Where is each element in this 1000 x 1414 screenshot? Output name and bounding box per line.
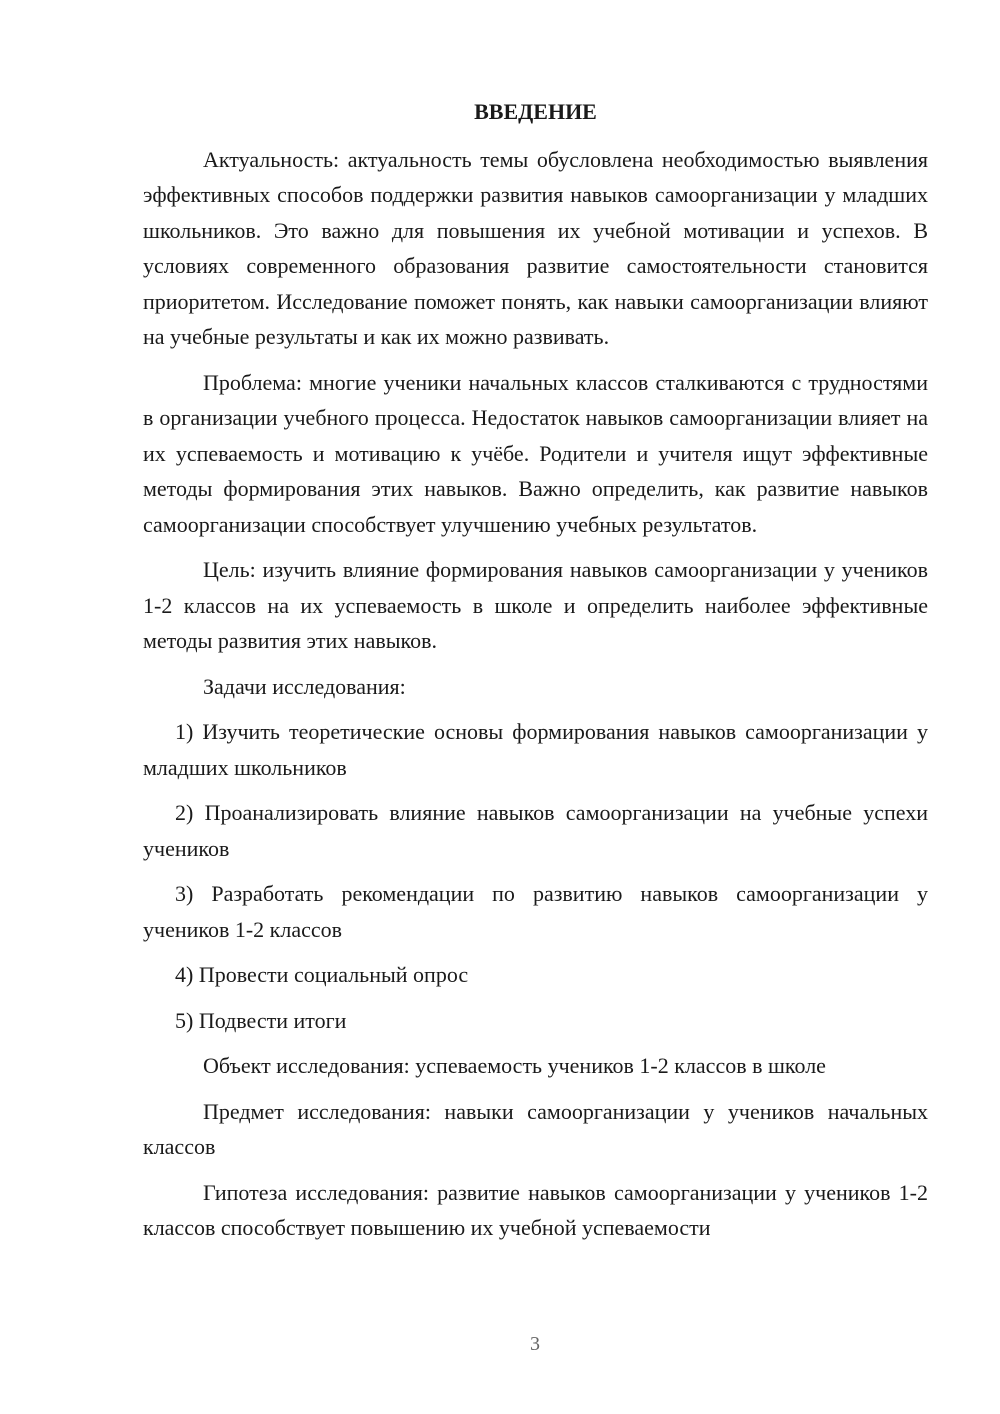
task-item-4: 4) Провести социальный опрос [175, 962, 469, 987]
problem-paragraph: Проблема: многие ученики начальных классов сталкиваются с трудностями в организации учебного процесса. Недостаток навыков самоорганизации влияет на их успеваемость и мотивацию к учёбе. Родители и учителя ищут эффективные методы формирования этих навыков. Важно определить, как развитие навыков самоорганизации способствует улучшению учебных результатов. [143, 369, 928, 537]
page-title: ВВЕДЕНИЕ [474, 99, 597, 124]
tasks-heading: Задачи исследования: [203, 673, 406, 699]
subject-paragraph: Предмет исследования: навыки самоорганизации у учеников начальных классов [143, 1098, 928, 1159]
goal-paragraph: Цель: изучить влияние формирования навыков самоорганизации у учеников 1-2 классов на их успеваемость в школе и определить наиболее эффективные методы развития этих навыков. [143, 557, 928, 653]
task-item-1: 1) Изучить теоретические основы формирования навыков самоорганизации у младших школьников [143, 719, 928, 780]
object-paragraph: Объект исследования: успеваемость учеников 1-2 классов в школе [203, 1053, 826, 1078]
task-item-3: 3) Разработать рекомендации по развитию навыков самоорганизации у учеников 1-2 классов [143, 881, 928, 942]
page-number: 3 [530, 1333, 540, 1355]
task-item-5: 5) Подвести итоги [175, 1007, 347, 1033]
page-content [143, 94, 928, 1256]
relevance-paragraph: Актуальность: актуальность темы обусловлена необходимостью выявления эффективных способов поддержки развития навыков самоорганизации у младших школьников. Это важно для повышения их учебной мотивации и успехов. В условиях современного образования развитие самостоятельности становится приоритетом. Исследование поможет понять, как навыки самоорганизации влияют на учебные результаты и как их можно развивать. [143, 146, 928, 349]
hypothesis-paragraph: Гипотеза исследования: развитие навыков самоорганизации у учеников 1-2 классов способствует повышению их учебной успеваемости [143, 1179, 928, 1240]
task-item-2: 2) Проанализировать влияние навыков самоорганизации на учебные успехи учеников [143, 800, 928, 861]
